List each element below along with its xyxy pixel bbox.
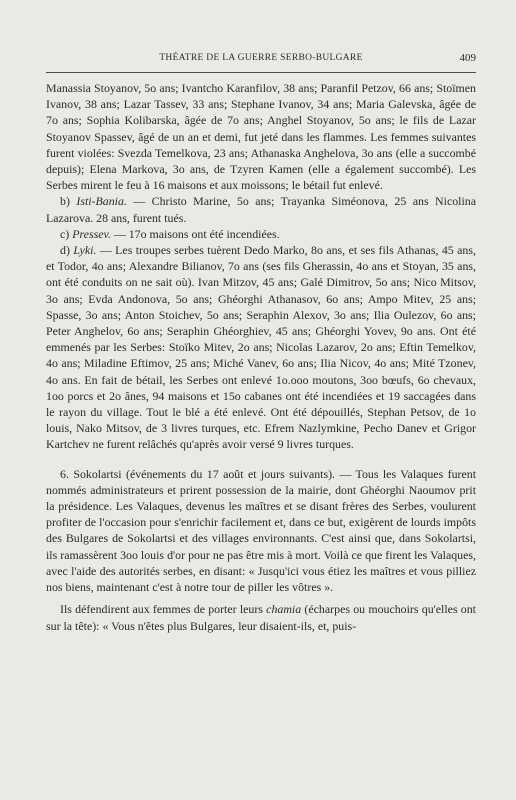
paragraph-victims-list: [46, 80, 476, 193]
place-name: Isti-Bania.: [76, 194, 127, 209]
italic-term: chamia: [266, 602, 302, 617]
paragraph-text: (événements du 17 août et jours suivants). — Tous les Valaques furent nommés administrateurs et prirent possession de la mairie, dont Ghéorghi Naoumov prit la présidence. Les Valaques, devenus les maîtres et se disant frères des Serbes, voulurent profiter de l'occasion pour s'enrichir facilement et, dans ce but, exigèrent de lourds impôts des Bulgares de Sokolartsi et des villages environnants. C'est ainsi que, dans Sokolartsi, ils ramassèrent 3oo louis d'or pour ne pas être mis à mort. Voilà ce que firent les Valaques, avec l'aide des autorités serbes, en disant: « Jusqu'ici vous étiez les maîtres et vous pilliez nos biens, maintenant c'est à notre tour de piller les vôtres ».: [46, 466, 476, 595]
place-name: Pressev.: [72, 226, 111, 241]
page-header: [46, 50, 476, 73]
item-label: d): [60, 243, 70, 258]
section-spacer: [46, 453, 476, 466]
paragraph-text: Ils défendirent aux femmes de porter leurs: [60, 602, 263, 617]
paragraph-pressev: [46, 226, 476, 242]
paragraph-isti-bania: [46, 193, 476, 225]
place-name: Lyki.: [73, 243, 97, 258]
page-number: 409: [459, 52, 476, 64]
paragraph-sokolartsi: [46, 466, 476, 596]
paragraph-text: (écharpes ou mouchoirs qu'elles ont sur la tête): « Vous n'êtes plus Bulgares, leur disaient-ils, et, puis-: [46, 602, 476, 633]
paragraph-text: Manassia Stoyanov, 5o ans; Ivantcho Karanfilov, 38 ans; Paranfil Petzov, 66 ans; Stoïmen Ivanov, 38 ans; Lazar Tassev, 33 ans; Stephane Ivanov, 34 ans; Maria Galevska, âgée de 7o ans; Sophia Kolibarska, âgée de 7o ans; Anghel Stoyanov, 5o ans; le fils de Lazar Stoyanov Spassev, âgé de un an et demi, fut jeté dans les flammes. Les femmes suivantes furent violées: Svezda Temelkova, 23 ans; Athanaska Anghelova, 3o ans (elle a succombé depuis); Elena Markova, 3o ans, de Tzyren Kamen (elle a également succombé). Les Serbes mirent le feu à 16 maisons et aux moissons; le bétail fut enlevé.: [46, 81, 476, 193]
paragraph-text: — 17o maisons ont été incendiées.: [113, 226, 280, 241]
page-body: [46, 80, 476, 634]
paragraph-text: — Les troupes serbes tuèrent Dedo Marko, 8o ans, et ses fils Athanas, 45 ans, et Todor, 4o ans; Alexandre Bilianov, 7o ans (ses fils Gherassin, 4o ans et Stoyan, 35 ans, ont été conduits on ne sait où). Ivan Mitzov, 45 ans; Galé Dimitrov, 5o ans; Nico Mitsov, 3o ans; Evda Andonova, 5o ans; Ghéorghi Athanasov, 6o ans; Ampo Mitev, 25 ans; Spasse, 3o ans; Anton Stoichev, 5o ans; Seraphin Alexov, 3o ans; Ilia Oulezov, 6o ans; Peter Anghelov, 6o ans; Seraphin Ghéorghiev, 45 ans; Ghéorghi Yovev, 9o ans. Ont été emmenés par les Serbes: Stoïko Mitev, 2o ans; Nicolas Lazarov, 2o ans; Eftin Temelkov, 4o ans; Miladine Eftimov, 25 ans; Miché Vanev, 6o ans; Ilia Nicov, 4o ans; Mité Tzonev, 4o ans. En fait de bétail, les Serbes ont enlevé 1o.ooo moutons, 3oo bœufs, 6o chevaux, 1oo porcs et 2o ânes, 94 maisons et 15o cabanes ont été incendiées et 19 saccagées dans le rayon du village. Tout le blé a été enlevé. Ont été dépouillés, Stephan Petsov, de 1o louis, Nako Mitsov, de 3 livres turques, etc. Efrem Nazlymkine, Pecho Danev et Grigor Kartchev ne furent relâchés qu'après avoir versé 9 livres turques.: [46, 243, 476, 452]
paragraph-lyki: [46, 242, 476, 453]
paragraph-chamia: [46, 601, 476, 633]
running-title: THÉATRE DE LA GUERRE SERBO-BULGARE: [159, 53, 363, 63]
paragraph-text: — Christo Marine, 5o ans; Trayanka Siméonova, 25 ans Nicolina Lazarova. 28 ans, furent tués.: [46, 194, 476, 225]
section-label: 6. Sokolartsi: [60, 466, 122, 481]
item-label: b): [60, 194, 70, 209]
item-label: c): [60, 226, 70, 241]
